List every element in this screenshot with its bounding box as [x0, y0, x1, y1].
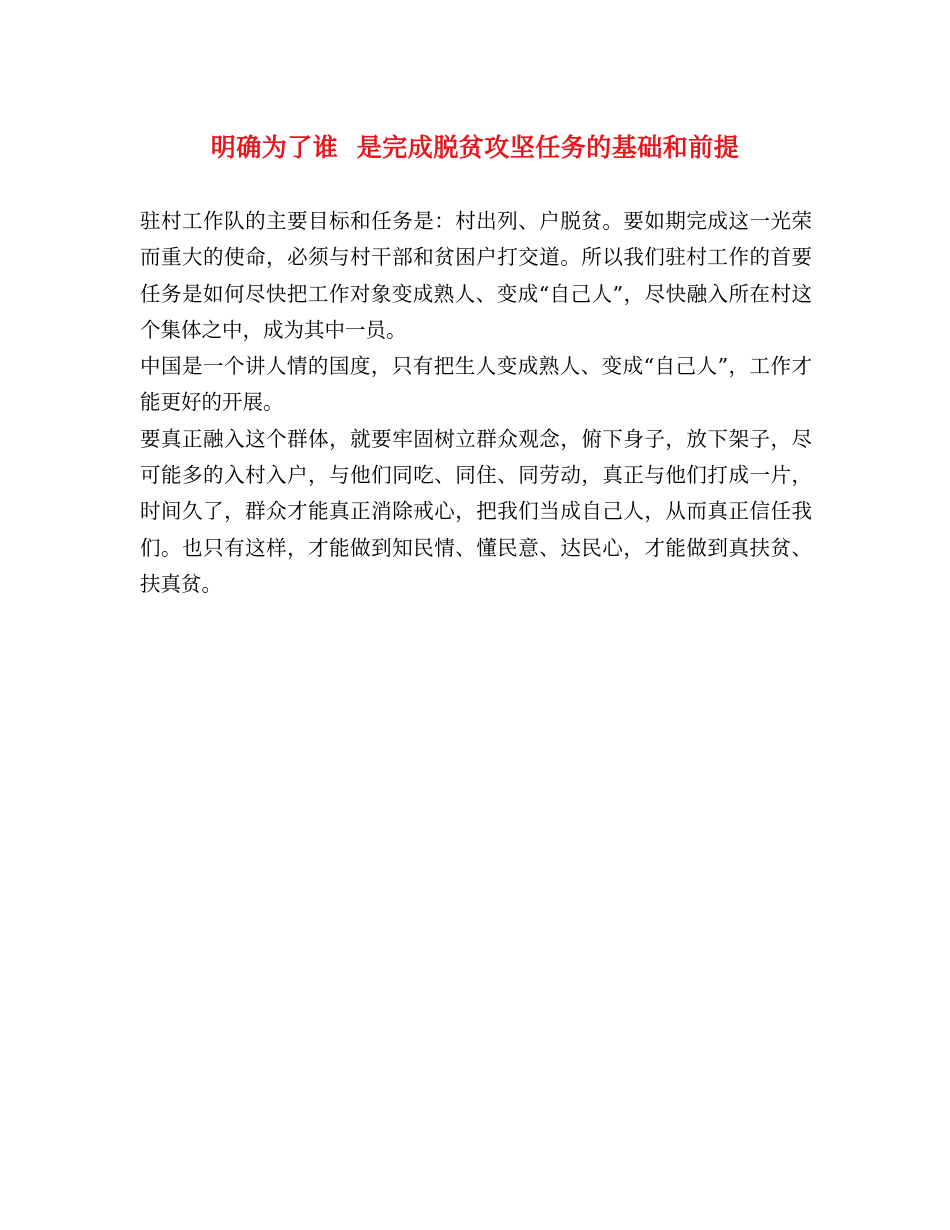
paragraph-2: 中国是一个讲人情的国度，只有把生人变成熟人、变成“自己人”，工作才能更好的开展。	[140, 354, 812, 415]
document-title: 明确为了谁 是完成脱贫攻坚任务的基础和前提	[210, 133, 740, 162]
paragraph-1: 驻村工作队的主要目标和任务是：村出列、户脱贫。要如期完成这一光荣而重大的使命，必须与村干部和贫困户打交道。所以我们驻村工作的首要任务是如何尽快把工作对象变成熟人、变成“自己人”，尽快融入所在村这个集体之中，成为其中一员。	[140, 209, 812, 342]
document-body	[140, 203, 812, 602]
paragraph-3: 要真正融入这个群体，就要牢固树立群众观念，俯下身子，放下架子，尽可能多的入村入户，与他们同吃、同住、同劳动，真正与他们打成一片，时间久了，群众才能真正消除戒心，把我们当成自己人，从而真正信任我们。也只有这样，才能做到知民情、懂民意、达民心，才能做到真扶贫、扶真贫。	[140, 426, 812, 596]
